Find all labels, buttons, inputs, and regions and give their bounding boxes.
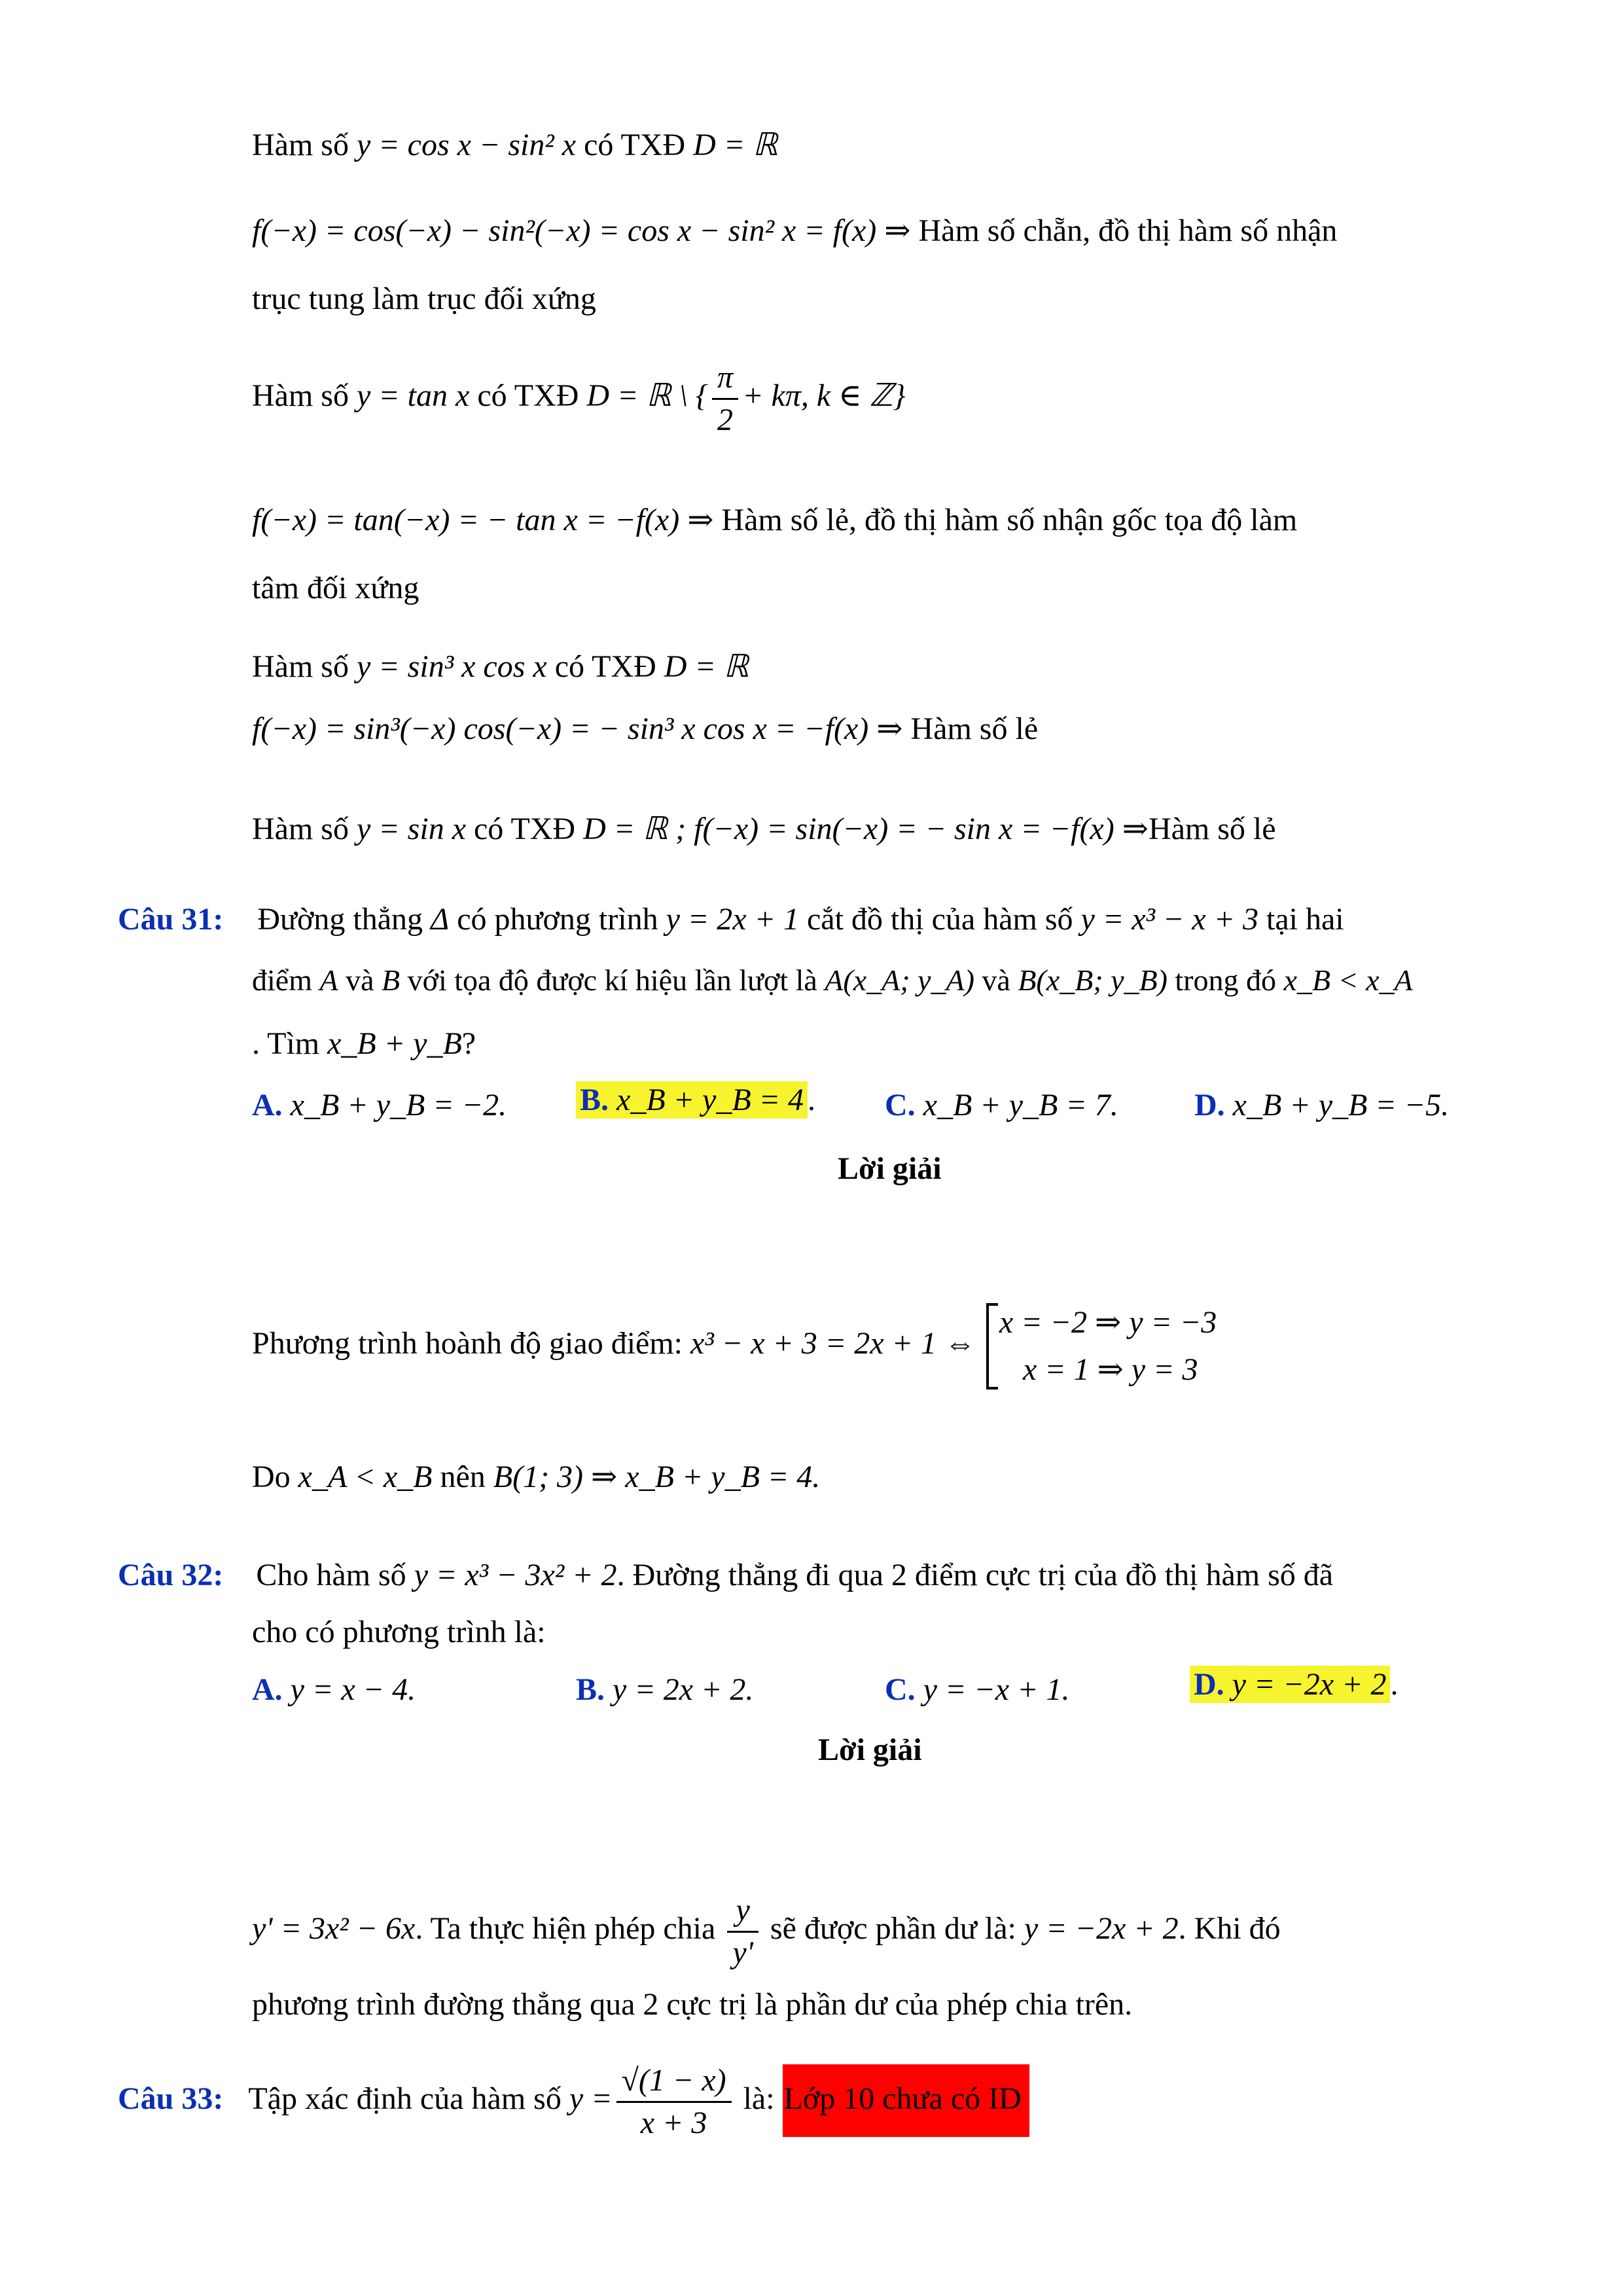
formula: Δ (431, 902, 450, 937)
formula: y = −2x + 2 (1024, 1911, 1179, 1946)
fraction (712, 359, 738, 439)
option-formula: y = −2x + 2 (1232, 1667, 1387, 1702)
text: Hàm số (252, 378, 357, 414)
line-tan-center: tâm đối xứng (252, 571, 419, 605)
text: có TXĐ (576, 128, 694, 162)
numerator: √(1 − x) (616, 2062, 732, 2103)
option-letter: C. (885, 1672, 916, 1707)
q31-line2 (252, 962, 1413, 998)
formula: x_B + y_B (327, 1026, 462, 1061)
text: Hàm số (252, 128, 357, 162)
q31-line1 (118, 901, 1344, 939)
denominator: y' (732, 1935, 753, 1970)
line-sin-odd (252, 810, 1276, 848)
q32-solution-line2: phương trình đường thẳng qua 2 cực trị là phần dư của phép chia trên. (252, 1987, 1133, 2022)
q31-option-b[interactable]: B. x_B + y_B = 4 . (576, 1081, 815, 1119)
formula: D = ℝ (693, 128, 778, 162)
option-formula: x_B + y_B = −5. (1232, 1088, 1450, 1122)
q31-option-c[interactable] (885, 1086, 1118, 1124)
question-label: Câu 31: (118, 902, 224, 937)
text: nên (432, 1460, 493, 1494)
fraction (727, 1892, 758, 1971)
formula: D = ℝ (664, 649, 749, 684)
text: có phương trình (449, 902, 666, 937)
q32-solution-title: Lời giải (818, 1732, 922, 1767)
text: có TXĐ (466, 812, 584, 846)
option-letter: C. (885, 1088, 916, 1122)
text: Tập xác định của hàm số (248, 2081, 569, 2117)
text: ? (461, 1026, 476, 1061)
formula: y = x³ − 3x² + 2 (414, 1558, 617, 1592)
text: . Ta thực hiện phép chia (415, 1911, 724, 1946)
line-tan-domain (252, 359, 906, 439)
formula: y = x³ − x + 3 (1080, 902, 1258, 937)
formula: D = ℝ ; f(−x) = sin(−x) = − sin x = −f(x) (583, 812, 1115, 846)
question-label: Câu 33: (118, 2081, 224, 2117)
formula: y = 2x + 1 (666, 902, 799, 937)
text: và (338, 963, 382, 997)
option-letter: A. (252, 1088, 283, 1122)
text: có TXĐ (546, 649, 664, 684)
option-formula: x_B + y_B = −2. (290, 1088, 507, 1122)
text: Phương trình hoành độ giao điểm: (252, 1326, 691, 1361)
question-label: Câu 32: (118, 1558, 224, 1592)
option-letter: D. (1194, 1088, 1225, 1122)
formula: B(1; 3) ⇒ x_B + y_B = 4. (493, 1460, 821, 1494)
formula: B(x_B; y_B) (1018, 963, 1168, 997)
line-cos-axis: trục tung làm trục đối xứng (252, 281, 596, 316)
option-formula: x_B + y_B = 4 (616, 1083, 804, 1117)
text: sẽ được phần dư là: (762, 1911, 1024, 1946)
option-letter: D. (1194, 1667, 1224, 1702)
line-cos-domain (252, 126, 777, 164)
formula: + kπ, k ∈ ℤ} (742, 378, 906, 414)
text: tại hai (1258, 902, 1344, 937)
q32-option-d[interactable]: D. y = −2x + 2 . (1190, 1666, 1398, 1704)
formula: y = cos x − sin² x (356, 128, 577, 162)
formula: y = sin³ x cos x (356, 649, 547, 684)
text: . Tìm (252, 1026, 328, 1061)
text: có TXĐ (469, 378, 587, 414)
q31-solution-title: Lời giải (838, 1151, 942, 1186)
text: Do (252, 1460, 298, 1494)
system-row: x = −2 ⇒ y = −3 (999, 1305, 1217, 1340)
formula: y = sin x (356, 812, 466, 846)
q32-option-b[interactable] (576, 1671, 753, 1709)
q31-option-d[interactable] (1194, 1086, 1449, 1124)
formula: y = tan x (356, 378, 470, 414)
text: và (974, 963, 1018, 997)
line-tan-odd (252, 501, 1297, 539)
q32-option-a[interactable] (252, 1671, 416, 1709)
text: . Khi đó (1178, 1911, 1281, 1946)
line-sin3-odd (252, 710, 1038, 748)
text: . Đường thẳng đi qua 2 điểm cực trị của đồ thị hàm số đã (616, 1558, 1334, 1592)
option-letter: B. (576, 1672, 605, 1707)
text: ⇒ Hàm số lẻ, đồ thị hàm số nhận gốc tọa độ làm (679, 503, 1298, 537)
denominator: x + 3 (640, 2105, 707, 2140)
formula: x³ − x + 3 = 2x + 1 ⇔ (690, 1326, 976, 1361)
formula: B (382, 963, 401, 997)
missing-id-badge: Lớp 10 chưa có ID (783, 2064, 1029, 2137)
text: Hàm số (252, 812, 357, 846)
answer-highlight (576, 1081, 808, 1119)
formula: D = ℝ \ { (586, 378, 709, 414)
option-letter: A. (252, 1672, 283, 1707)
formula: f(−x) = sin³(−x) cos(−x) = − sin³ x cos x = −f(x) (252, 711, 869, 746)
formula: x_B < x_A (1283, 963, 1413, 997)
answer-highlight (1190, 1666, 1390, 1703)
fraction (616, 2062, 732, 2142)
system-row: x = 1 ⇒ y = 3 (1022, 1352, 1198, 1387)
numerator: y (727, 1892, 758, 1933)
text: ⇒Hàm số lẻ (1114, 812, 1276, 846)
q32-line2: cho có phương trình là: (252, 1615, 546, 1649)
option-formula: y = x − 4. (290, 1672, 416, 1707)
option-formula: y = −x + 1. (923, 1672, 1070, 1707)
formula: A (319, 963, 338, 997)
formula: y' = 3x² − 6x (252, 1911, 416, 1946)
q33-line (118, 2062, 1029, 2142)
formula: A(x_A; y_A) (825, 963, 974, 997)
q32-solution-line1 (252, 1892, 1281, 1971)
system-bracket (984, 1299, 1217, 1393)
formula: f(−x) = tan(−x) = − tan x = −f(x) (252, 503, 680, 537)
text: với tọa độ được kí hiệu lần lượt là (400, 963, 825, 997)
q32-line1 (118, 1556, 1333, 1594)
text: điểm (252, 963, 320, 997)
q31-option-a[interactable] (252, 1086, 507, 1124)
option-letter: B. (580, 1083, 609, 1117)
text: Cho hàm số (256, 1558, 414, 1592)
q31-solution-line1 (252, 1299, 1217, 1393)
q32-option-c[interactable] (885, 1671, 1069, 1709)
line-cos-even (252, 212, 1337, 250)
text: trong đó (1167, 963, 1284, 997)
option-formula: y = 2x + 2. (613, 1672, 754, 1707)
formula: x_A < x_B (298, 1460, 433, 1494)
formula: y = (569, 2081, 613, 2117)
option-formula: x_B + y_B = 7. (923, 1088, 1118, 1122)
text: là: (735, 2081, 783, 2117)
numerator: π (712, 359, 738, 400)
text: cắt đồ thị của hàm số (798, 902, 1081, 937)
text: Hàm số (252, 649, 357, 684)
text: ⇒ Hàm số lẻ (868, 711, 1039, 746)
text: Đường thẳng (257, 902, 431, 937)
denominator: 2 (717, 402, 734, 437)
q31-solution-line2 (252, 1458, 820, 1496)
formula: f(−x) = cos(−x) − sin²(−x) = cos x − sin² x = f(x) (252, 213, 877, 248)
q31-line3 (252, 1025, 476, 1063)
text: ⇒ Hàm số chẵn, đồ thị hàm số nhận (876, 213, 1338, 248)
line-sin3-domain (252, 648, 749, 686)
